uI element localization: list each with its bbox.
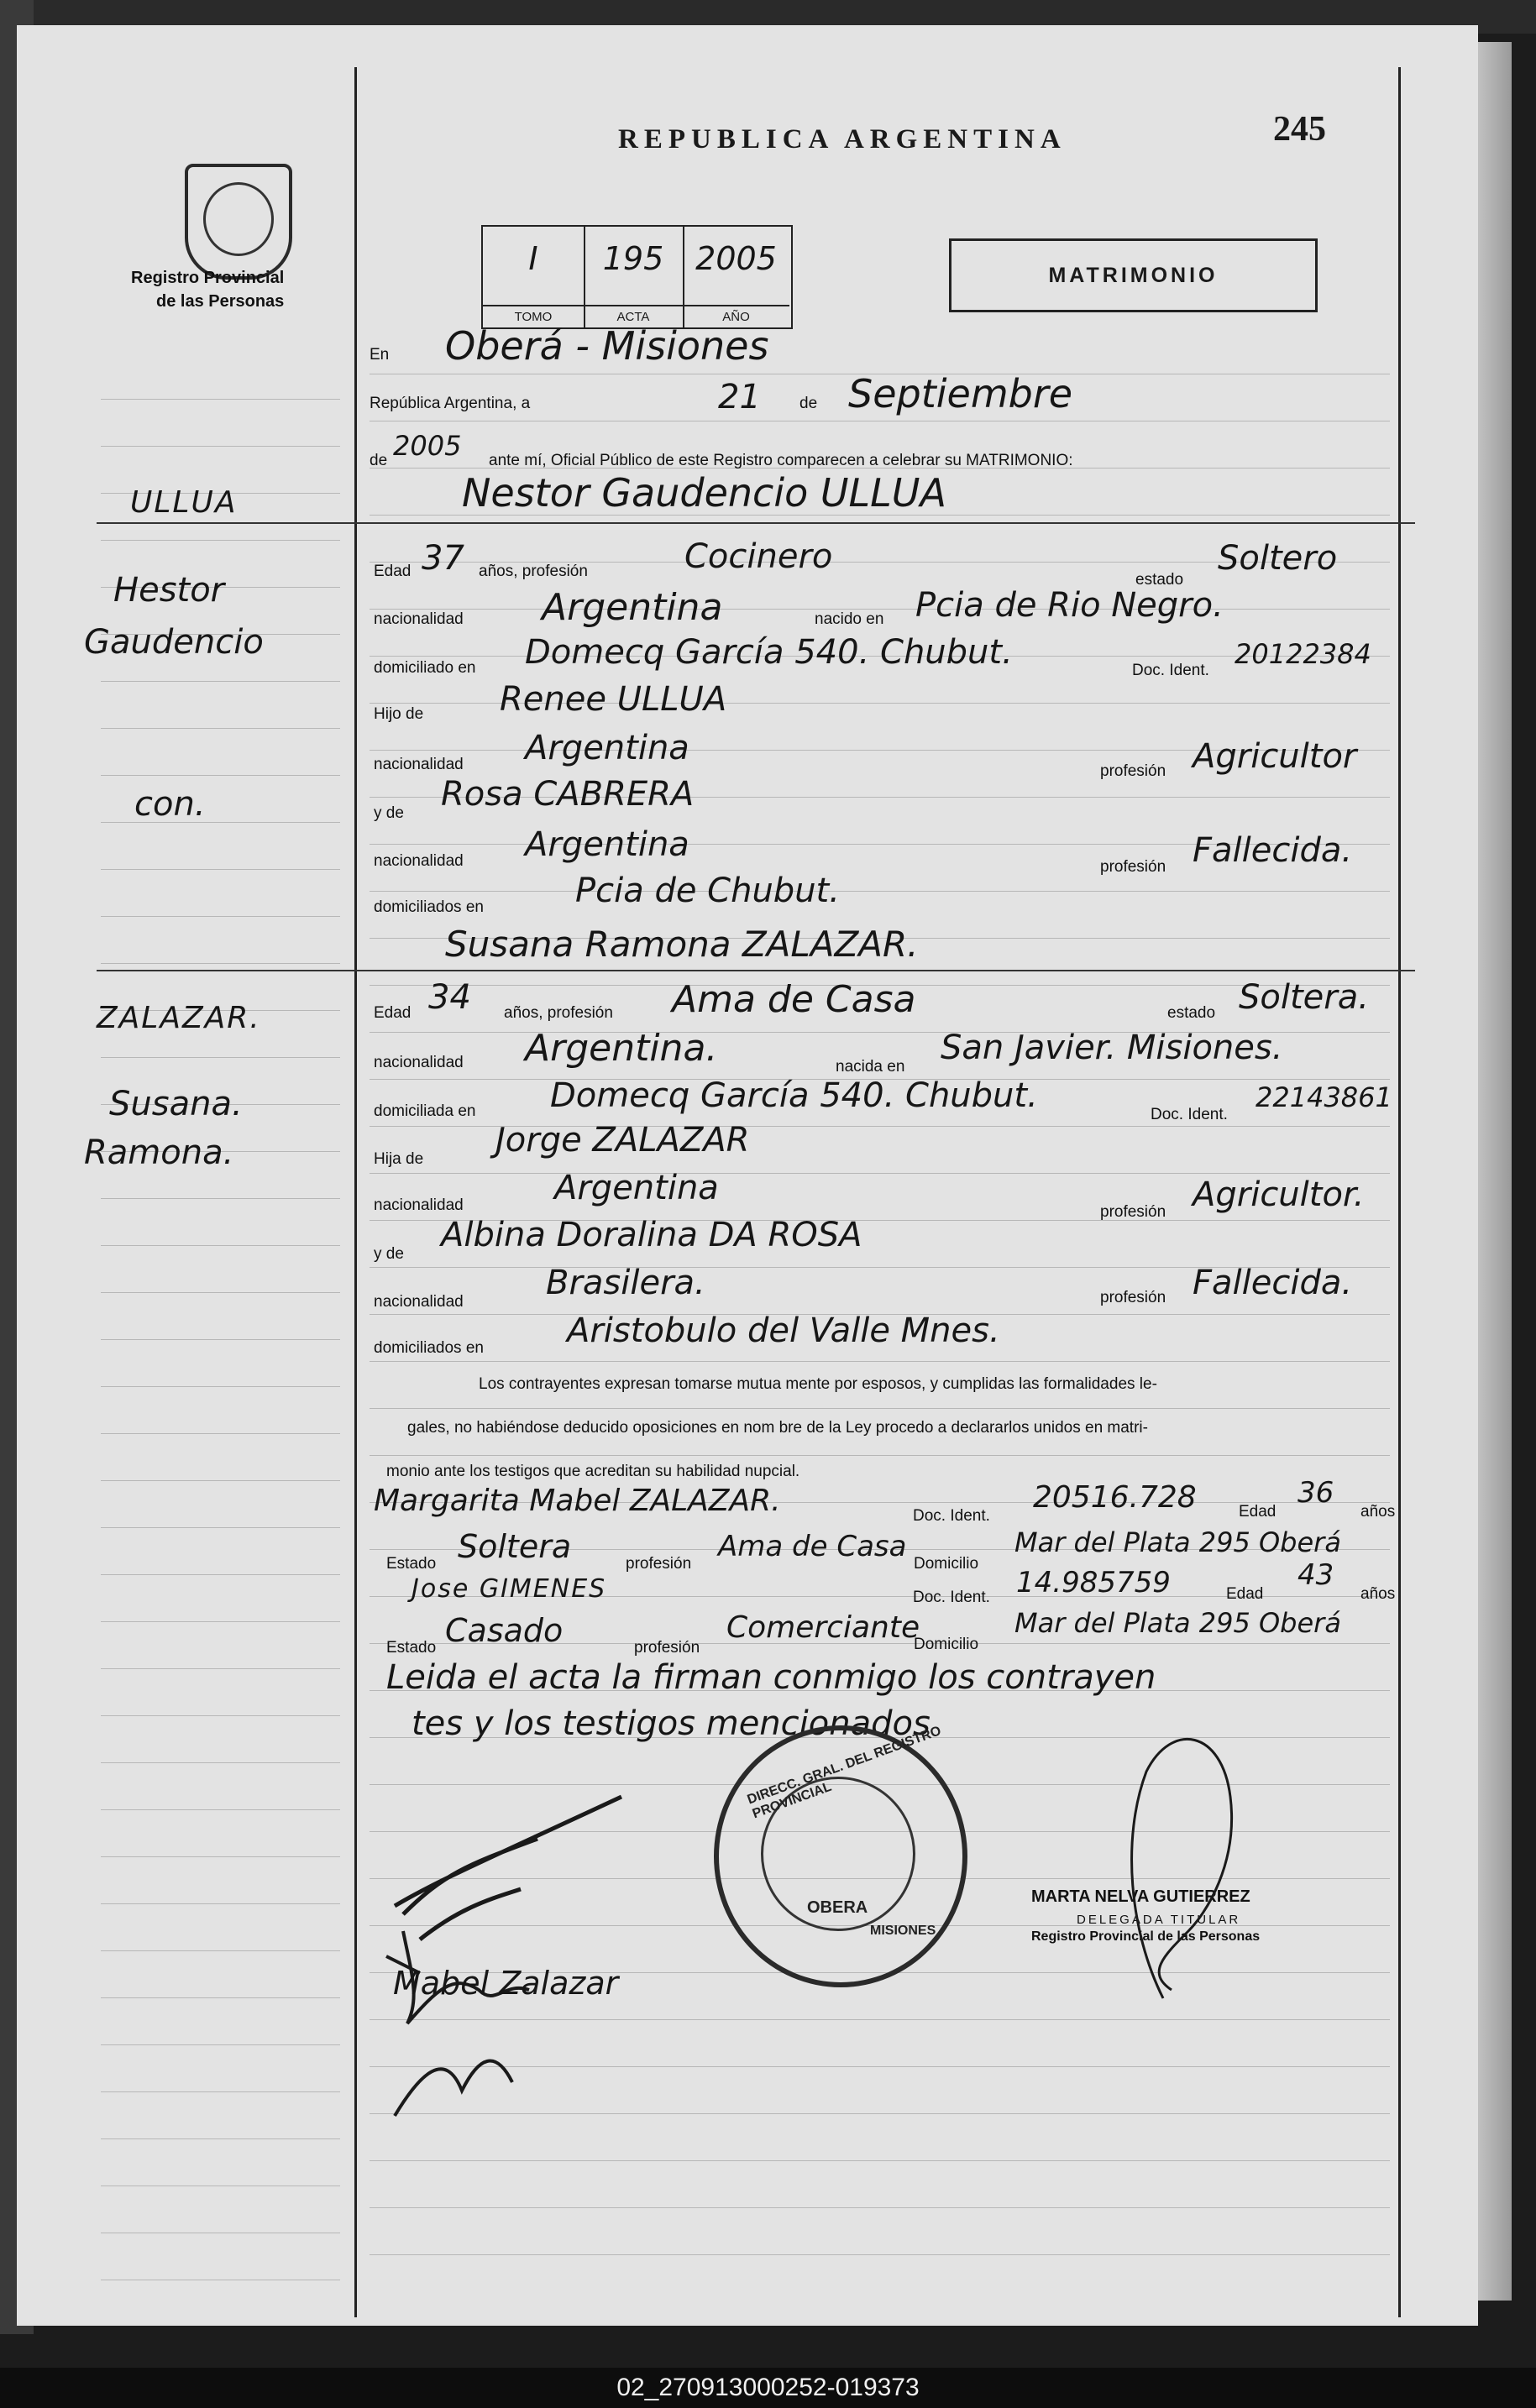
witness2-anos-label: años xyxy=(1360,1585,1396,1603)
registry-name-line1: Registro Provincial xyxy=(131,269,285,287)
groom-nacionalidad-label: nacionalidad xyxy=(374,610,464,628)
country-title: REPUBLICA ARGENTINA xyxy=(618,124,1067,154)
ruled-line xyxy=(101,1621,340,1622)
groom-nationality: Argentina xyxy=(542,586,723,629)
marriage-day: 21 xyxy=(718,378,761,416)
ruled-line xyxy=(101,1292,340,1293)
ruled-line xyxy=(370,1173,1390,1174)
ruled-line xyxy=(101,1856,340,1857)
witness1-profesion-label: profesión xyxy=(626,1555,692,1573)
witness1-profession: Ama de Casa xyxy=(718,1530,907,1563)
registry-name-line2: de las Personas xyxy=(156,292,285,311)
bride-estado-label: estado xyxy=(1167,1004,1216,1022)
bride-father-nat-label: nacionalidad xyxy=(374,1196,464,1214)
declaration-line1: Los contrayentes expresan tomarse mutua mente por esposos, y cumplidas las formalidades le- xyxy=(479,1375,1157,1393)
ruled-line xyxy=(101,2044,340,2045)
bride-mother: Albina Doralina DA ROSA xyxy=(441,1216,862,1254)
bride-margin-given2: Ramona. xyxy=(84,1133,234,1172)
ruled-line xyxy=(101,681,340,682)
seal-top-text: DIRECC. GRAL. DEL REGISTRO PROVINCIAL xyxy=(745,1724,943,1822)
groom-margin-given1: Hestor xyxy=(113,571,225,610)
ruled-line xyxy=(101,1715,340,1716)
groom-doc-label: Doc. Ident. xyxy=(1132,662,1209,679)
groom-father-nat-label: nacionalidad xyxy=(374,756,464,773)
ruled-line xyxy=(101,1057,340,1058)
bride-mother-nat-label: nacionalidad xyxy=(374,1293,464,1311)
groom-parents-dom-label: domiciliados en xyxy=(374,898,484,916)
ruled-line xyxy=(101,1809,340,1810)
groom-yde-label: y de xyxy=(374,804,404,822)
ano-cell xyxy=(683,227,789,327)
groom-estado-label: estado xyxy=(1135,571,1184,589)
witness1-estado-label: Estado xyxy=(386,1555,437,1573)
de-label: de xyxy=(799,395,818,412)
groom-address: Domecq García 540. Chubut. xyxy=(525,633,1013,672)
ruled-line xyxy=(101,1762,340,1763)
bride-margin-given1: Susana. xyxy=(109,1085,243,1123)
bride-parents-dom-label: domiciliados en xyxy=(374,1339,484,1357)
ruled-line xyxy=(101,446,340,447)
groom-father-nationality: Argentina xyxy=(525,729,689,767)
groom-profesion-label: años, profesión xyxy=(479,563,588,580)
witness2-doc-label: Doc. Ident. xyxy=(913,1589,990,1606)
ruled-line xyxy=(101,1668,340,1669)
groom-mother-nat-label: nacionalidad xyxy=(374,852,464,870)
witness2-status: Casado xyxy=(445,1612,564,1649)
bride-father-nationality: Argentina xyxy=(554,1169,719,1207)
witness1-address: Mar del Plata 295 Oberá xyxy=(1014,1526,1341,1558)
groom-status: Soltero xyxy=(1218,539,1338,578)
bride-age: 34 xyxy=(428,978,471,1017)
witness2-edad-label: Edad xyxy=(1226,1585,1264,1603)
bride-profession: Ama de Casa xyxy=(672,978,916,1021)
groom-mother-prof-label: profesión xyxy=(1100,858,1166,876)
ruled-line xyxy=(370,1455,1390,1456)
ruled-line xyxy=(370,2254,1390,2255)
witness2-name: Jose GIMENES xyxy=(412,1574,607,1604)
tomo-value: I xyxy=(528,240,538,277)
ruled-line xyxy=(101,1245,340,1246)
bride-nationality: Argentina. xyxy=(525,1027,718,1070)
groom-margin-given2: Gaudencio xyxy=(84,623,264,662)
registry-seal-icon xyxy=(714,1725,967,1987)
groom-nacido-label: nacido en xyxy=(815,610,884,628)
ano-value: 2005 xyxy=(695,240,777,277)
ruled-line xyxy=(101,1480,340,1481)
groom-domiciliado-label: domiciliado en xyxy=(374,659,476,677)
ruled-line xyxy=(370,1361,1390,1362)
ruled-line xyxy=(370,2160,1390,2161)
bride-father-profession: Agricultor. xyxy=(1193,1175,1365,1214)
ruled-line xyxy=(101,1950,340,1951)
ruled-line xyxy=(370,1408,1390,1409)
bride-nacionalidad-label: nacionalidad xyxy=(374,1054,464,1071)
ruled-line xyxy=(101,1574,340,1575)
witness1-doc-label: Doc. Ident. xyxy=(913,1507,990,1525)
ruled-line xyxy=(101,1339,340,1340)
official-name: MARTA NELVA GUTIERREZ xyxy=(1031,1887,1250,1906)
bride-mother-nationality: Brasilera. xyxy=(546,1264,705,1302)
bride-address: Domecq García 540. Chubut. xyxy=(550,1076,1038,1115)
bride-father-prof-label: profesión xyxy=(1100,1203,1166,1221)
ruled-line xyxy=(101,1433,340,1434)
ruled-line xyxy=(101,775,340,776)
bride-nacida-label: nacida en xyxy=(836,1058,905,1076)
bride-doc-label: Doc. Ident. xyxy=(1151,1106,1228,1123)
signature-bride: Mabel Zalazar xyxy=(393,1965,619,2002)
witness2-doc: 14.985759 xyxy=(1016,1566,1171,1599)
closing-line2: tes y los testigos mencionados xyxy=(412,1704,931,1743)
closing-line1: Leida el acta la firman conmigo los contrayen xyxy=(386,1658,1156,1697)
acta-label: ACTA xyxy=(584,305,683,324)
witness1-edad-label: Edad xyxy=(1239,1503,1277,1521)
declaration-line3: monio ante los testigos que acreditan su habilidad nupcial. xyxy=(386,1463,800,1480)
page-number: 245 xyxy=(1273,110,1326,149)
bride-mother-profession: Fallecida. xyxy=(1193,1264,1353,1302)
ano-label: AÑO xyxy=(683,305,789,324)
witness2-age: 43 xyxy=(1297,1558,1334,1592)
bride-parents-address: Aristobulo del Valle Mnes. xyxy=(567,1311,1000,1350)
ruled-line xyxy=(101,1386,340,1387)
ruled-line xyxy=(101,399,340,400)
ruled-line xyxy=(101,2138,340,2139)
seal-city: OBERA xyxy=(807,1898,868,1917)
groom-doc-number: 20122384 xyxy=(1235,638,1371,670)
ruled-line xyxy=(101,728,340,729)
witness1-age: 36 xyxy=(1297,1476,1334,1510)
groom-section-divider xyxy=(97,522,1415,524)
declaration-line2: gales, no habiéndose deducido oposiciones en nom bre de la Ley procedo a declararlos unidos en matri- xyxy=(407,1419,1148,1437)
bride-doc-number: 22143861 xyxy=(1256,1081,1392,1113)
ruled-line xyxy=(101,1198,340,1199)
official-signature xyxy=(1113,1721,1264,2007)
groom-father: Renee ULLUA xyxy=(500,680,727,719)
right-border xyxy=(1398,67,1401,2317)
intro-text: ante mí, Oficial Público de este Registro comparecen a celebrar su MATRIMONIO: xyxy=(489,452,1073,469)
ruled-line xyxy=(101,1997,340,1998)
bride-birthplace: San Javier. Misiones. xyxy=(941,1029,1283,1067)
groom-father-prof-label: profesión xyxy=(1100,762,1166,780)
bride-father: Jorge ZALAZAR xyxy=(495,1121,750,1160)
marriage-year: 2005 xyxy=(393,430,462,462)
witness2-estado-label: Estado xyxy=(386,1639,437,1657)
witness2-profesion-label: profesión xyxy=(634,1639,700,1657)
groom-mother-profession: Fallecida. xyxy=(1193,831,1353,870)
ruled-line xyxy=(370,609,1390,610)
ruled-line xyxy=(101,540,340,541)
province-crest-icon xyxy=(185,164,292,280)
margin-divider xyxy=(354,67,357,2317)
bride-edad-label: Edad xyxy=(374,1004,412,1022)
acta-cell xyxy=(584,227,684,327)
bride-domiciliada-label: domiciliada en xyxy=(374,1102,476,1120)
ruled-line xyxy=(101,963,340,964)
bride-full-name: Susana Ramona ZALAZAR. xyxy=(445,924,919,965)
groom-parents-address: Pcia de Chubut. xyxy=(575,872,840,910)
marriage-place: Oberá - Misiones xyxy=(445,323,769,369)
tomo-label: TOMO xyxy=(483,305,584,324)
ruled-line xyxy=(370,891,1390,892)
witness1-anos-label: años xyxy=(1360,1503,1396,1521)
en-label: En xyxy=(370,346,390,364)
ruled-line xyxy=(101,1903,340,1904)
witness1-name: Margarita Mabel ZALAZAR. xyxy=(374,1484,781,1518)
bride-profesion-label: años, profesión xyxy=(504,1004,613,1022)
ruled-line xyxy=(101,916,340,917)
tomo-cell xyxy=(483,227,585,327)
seal-province: MISIONES xyxy=(870,1924,936,1938)
year-prefix: de xyxy=(370,452,388,469)
groom-age: 37 xyxy=(422,539,464,578)
bride-mother-prof-label: profesión xyxy=(1100,1289,1166,1306)
groom-edad-label: Edad xyxy=(374,563,412,580)
official-registry: Registro Provincial de las Personas xyxy=(1031,1929,1261,1944)
ruled-line xyxy=(101,1527,340,1528)
bride-section-divider xyxy=(97,970,1415,971)
bride-status: Soltera. xyxy=(1239,978,1369,1017)
groom-hijo-label: Hijo de xyxy=(374,705,424,723)
ruled-line xyxy=(370,2207,1390,2208)
marriage-month: Septiembre xyxy=(848,371,1073,416)
witness2-profession: Comerciante xyxy=(726,1610,920,1645)
groom-mother-nationality: Argentina xyxy=(525,825,689,864)
witness2-domicilio-label: Domicilio xyxy=(914,1636,979,1653)
act-number-box xyxy=(481,225,793,329)
ruled-line xyxy=(101,2091,340,2092)
republic-label: República Argentina, a xyxy=(370,395,531,412)
witness1-domicilio-label: Domicilio xyxy=(914,1555,979,1573)
witness1-status: Soltera xyxy=(458,1528,572,1565)
groom-father-profession: Agricultor xyxy=(1193,737,1357,776)
witness1-doc: 20516.728 xyxy=(1033,1480,1197,1515)
signatures-scribble xyxy=(370,1780,722,2133)
groom-birthplace: Pcia de Rio Negro. xyxy=(915,586,1224,625)
scan-identifier: 02_270913000252-019373 xyxy=(0,2368,1536,2408)
register-page xyxy=(17,25,1478,2326)
groom-mother: Rosa CABRERA xyxy=(441,775,695,814)
connector-con: con. xyxy=(134,785,206,824)
ruled-line xyxy=(101,869,340,870)
groom-full-name: Nestor Gaudencio ULLUA xyxy=(462,470,946,516)
official-title: DELEGADA TITULAR xyxy=(1077,1913,1241,1927)
bride-hija-label: Hija de xyxy=(374,1150,424,1168)
bride-yde-label: y de xyxy=(374,1245,404,1263)
groom-profession: Cocinero xyxy=(684,537,833,576)
record-type-box: MATRIMONIO xyxy=(949,238,1318,312)
acta-value: 195 xyxy=(602,240,664,277)
witness2-address: Mar del Plata 295 Oberá xyxy=(1014,1607,1341,1639)
bride-margin-surname: ZALAZAR. xyxy=(97,1001,261,1035)
groom-margin-surname: ULLUA xyxy=(130,485,238,520)
